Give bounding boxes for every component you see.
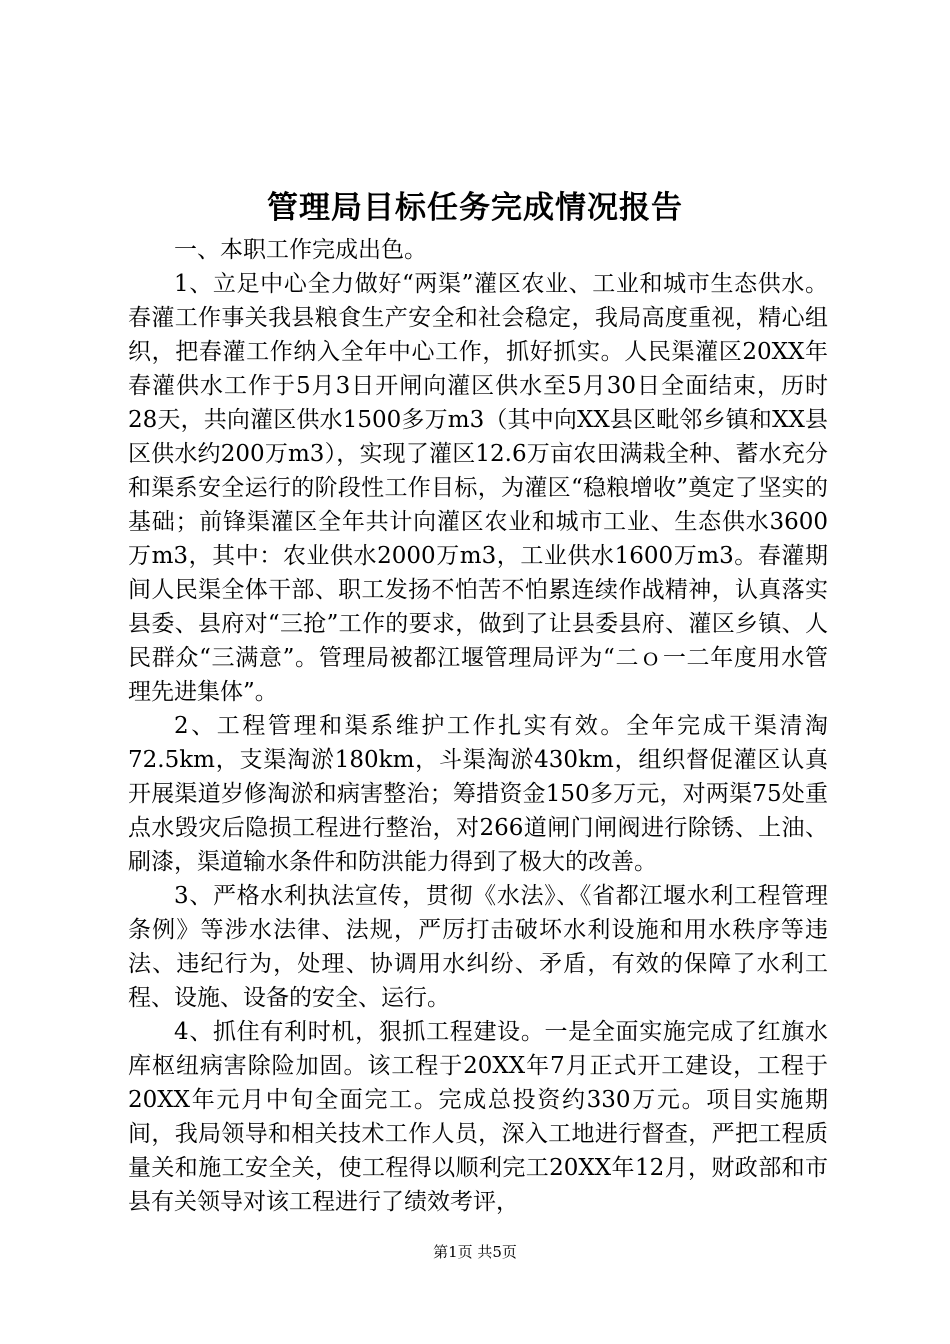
document-title: 管理局目标任务完成情况报告 [267,190,683,226]
paragraph-item-3: 3、严格水利执法宣传，贯彻《水法》、《省都江堰水利工程管理条例》等涉水法律、法规，严厉打击破坏水利设施和用水秩序等违法、违纪行为，处理、协调用水纠纷、矛盾，有效的保障了水利工程、设施、设备的安全、运行。 [128,883,828,1011]
paragraph-section-heading: 一、本职工作完成出色。 [174,237,427,263]
document-body [128,233,828,1219]
paragraph-item-1: 1、立足中心全力做好“两渠”灌区农业、工业和城市生态供水。春灌工作事关我县粮食生产安全和社会稳定，我局高度重视，精心组织，把春灌工作纳入全年中心工作，抓好抓实。人民渠灌区20XX年春灌供水工作于5月3日开闸向灌区供水至5月30日全面结束，历时28天，共向灌区供水1500多万m3（其中向XX县区毗邻乡镇和XX县区供水约200万m3），实现了灌区12.6万亩农田满栽全种、蓄水充分和渠系安全运行的阶段性工作目标，为灌区“稳粮增收”奠定了坚实的基础；前锋渠灌区全年共计向灌区农业和城市工业、生态供水3600万m3，其中：农业供水2000万m3，工业供水1600万m3。春灌期间人民渠全体干部、职工发扬不怕苦不怕累连续作战精神，认真落实县委、县府对“三抢”工作的要求，做到了让县委县府、灌区乡镇、人民群众“三满意”。管理局被都江堰管理局评为“二ｏ一二年度用水管理先进集体”。 [128,271,828,705]
paragraph-item-4: 4、抓住有利时机，狠抓工程建设。一是全面实施完成了红旗水库枢纽病害除险加固。该工程于20XX年7月正式开工建设，工程于20XX年元月中旬全面完工。完成总投资约330万元。项目实施期间，我局领导和相关技术工作人员，深入工地进行督查，严把工程质量关和施工安全关，使工程得以顺利完工20XX年12月，财政部和市县有关领导对该工程进行了绩效考评， [128,1019,828,1215]
page-footer: 第1页 共5页 [433,1243,517,1261]
paragraph-item-2: 2、工程管理和渠系维护工作扎实有效。全年完成干渠清淘72.5km，支渠淘淤180km，斗渠淘淤430km，组织督促灌区认真开展渠道岁修淘淤和病害整治；筹措资金150多万元，对两渠75处重点水毁灾后隐损工程进行整治，对266道闸门闸阀进行除锈、上油、刷漆，渠道输水条件和防洪能力得到了极大的改善。 [128,713,828,875]
